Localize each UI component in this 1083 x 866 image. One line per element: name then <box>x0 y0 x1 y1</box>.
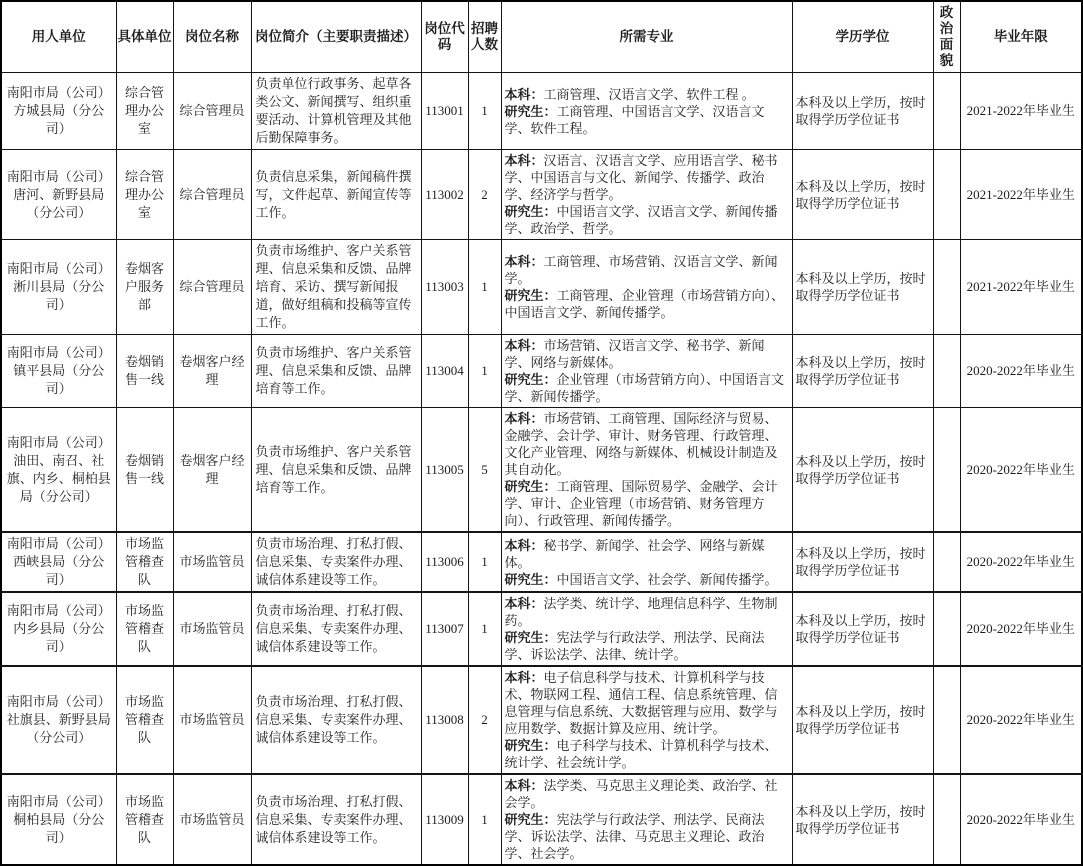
code-cell: 113005 <box>421 408 468 533</box>
employer-cell: 南阳市局（公司）桐柏县局（分公司） <box>1 774 116 865</box>
majors-pg-label: 研究生： <box>504 812 557 827</box>
graduation-cell: 2020-2022年毕业生 <box>960 335 1082 408</box>
majors-cell <box>501 240 792 335</box>
position-cell: 综合管理员 <box>173 240 251 335</box>
table-row <box>1 592 1082 666</box>
table-row <box>1 73 1082 150</box>
political-cell <box>933 335 960 408</box>
majors-pg-text: 工商管理、企业管理（市场营销方向）、中国语言文学、新闻传播学。 <box>504 288 785 320</box>
duties-cell: 负责市场维护、客户关系管理、信息采集和反馈、品牌培育等工作。 <box>251 335 421 408</box>
code-cell: 113003 <box>421 240 468 335</box>
position-cell: 市场监管员 <box>173 592 251 666</box>
unit-cell: 综合管理办公室 <box>116 73 173 150</box>
position-cell: 市场监管员 <box>173 774 251 865</box>
majors-pg-label: 研究生： <box>504 103 557 119</box>
headcount-cell: 1 <box>468 73 501 150</box>
majors-pg-label: 研究生： <box>504 372 557 387</box>
duties-cell: 负责单位行政事务、起草各类公文、新闻撰写、组织重要活动、计算机管理及其他后勤保障事务。 <box>251 73 421 150</box>
majors-ug-label: 本科： <box>504 338 544 353</box>
political-cell <box>933 150 960 240</box>
position-cell: 综合管理员 <box>173 73 251 150</box>
col-header-headcount: 招聘人数 <box>468 1 501 73</box>
majors-cell <box>501 774 792 865</box>
graduation-cell: 2020-2022年毕业生 <box>960 592 1082 666</box>
majors-ug-text: 法学类、马克思主义理论类、政治学、社会学。 <box>504 778 778 810</box>
degree-cell: 本科及以上学历，按时取得学历学位证书 <box>792 408 933 533</box>
majors-pg-label: 研究生： <box>504 630 557 645</box>
majors-pg-label: 研究生： <box>504 479 557 494</box>
unit-cell: 市场监管稽查队 <box>116 532 173 592</box>
political-cell <box>933 666 960 774</box>
degree-cell: 本科及以上学历，按时取得学历学位证书 <box>792 592 933 666</box>
degree-cell: 本科及以上学历，按时取得学历学位证书 <box>792 150 933 240</box>
header-row <box>1 1 1082 73</box>
col-header-position: 岗位名称 <box>173 1 251 73</box>
code-cell: 113007 <box>421 592 468 666</box>
graduation-cell: 2020-2022年毕业生 <box>960 666 1082 774</box>
majors-pg-text: 宪法学与行政法学、刑法学、民商法学、诉讼法学、法律、马克思主义理论、政治学、社会学。 <box>504 812 765 861</box>
headcount-cell: 2 <box>468 666 501 774</box>
col-header-graduation: 毕业年限 <box>960 1 1082 73</box>
unit-cell: 卷烟销售一线 <box>116 335 173 408</box>
unit-cell: 卷烟客户服务部 <box>116 240 173 335</box>
code-cell: 113006 <box>421 532 468 592</box>
majors-cell <box>501 408 792 533</box>
degree-cell: 本科及以上学历，按时取得学历学位证书 <box>792 532 933 592</box>
table-row <box>1 240 1082 335</box>
political-cell <box>933 240 960 335</box>
position-cell: 市场监管员 <box>173 666 251 774</box>
majors-pg-label: 研究生： <box>504 571 557 587</box>
majors-ug-text: 市场营销、工商管理、国际经济与贸易、金融学、会计学、审计、财务管理、行政管理、文化产业管理、网络与新媒体、机械设计制造及其自动化。 <box>504 411 778 477</box>
table-row <box>1 666 1082 774</box>
col-header-majors: 所需专业 <box>501 1 792 73</box>
unit-cell: 卷烟销售一线 <box>116 408 173 533</box>
majors-cell <box>501 73 792 150</box>
col-header-duties: 岗位简介（主要职责描述） <box>251 1 421 73</box>
col-header-political: 政治面貌 <box>933 1 960 73</box>
table-row <box>1 335 1082 408</box>
unit-cell: 市场监管稽查队 <box>116 666 173 774</box>
duties-cell: 负责市场治理、打私打假、信息采集、专卖案件办理、诚信体系建设等工作。 <box>251 666 421 774</box>
majors-ug-label: 本科： <box>504 596 544 611</box>
headcount-cell: 1 <box>468 532 501 592</box>
employer-cell: 南阳市局（公司）油田、南召、社旗、内乡、桐柏县局（分公司） <box>1 408 116 533</box>
degree-cell: 本科及以上学历，按时取得学历学位证书 <box>792 774 933 865</box>
majors-ug-text: 工商管理、汉语言文学、软件工程 。 <box>543 86 755 102</box>
political-cell <box>933 408 960 533</box>
degree-cell: 本科及以上学历，按时取得学历学位证书 <box>792 335 933 408</box>
employer-cell: 南阳市局（公司）镇平县局（分公司） <box>1 335 116 408</box>
majors-cell <box>501 335 792 408</box>
table-row <box>1 150 1082 240</box>
graduation-cell: 2020-2022年毕业生 <box>960 532 1082 592</box>
duties-cell: 负责市场维护、客户关系管理、信息采集和反馈、品牌培育等工作。 <box>251 408 421 533</box>
majors-pg-label: 研究生： <box>504 204 557 219</box>
majors-ug-label: 本科： <box>504 670 544 685</box>
headcount-cell: 2 <box>468 150 501 240</box>
duties-cell: 负责市场治理、打私打假、信息采集、专卖案件办理、诚信体系建设等工作。 <box>251 774 421 865</box>
majors-ug-label: 本科： <box>504 86 544 102</box>
position-cell: 综合管理员 <box>173 150 251 240</box>
majors-ug-label: 本科： <box>504 537 544 553</box>
degree-cell: 本科及以上学历，按时取得学历学位证书 <box>792 666 933 774</box>
majors-pg-text: 企业管理（市场营销方向）、中国语言文学、新闻传播学。 <box>504 372 785 404</box>
political-cell <box>933 532 960 592</box>
majors-pg-text: 工商管理、国际贸易学、金融学、会计学、审计、企业管理（市场营销、财务管理方向）、行政管理、新闻传播学。 <box>504 479 778 528</box>
degree-cell: 本科及以上学历，按时取得学历学位证书 <box>792 240 933 335</box>
headcount-cell: 1 <box>468 592 501 666</box>
col-header-degree: 学历学位 <box>792 1 933 73</box>
graduation-cell: 2021-2022年毕业生 <box>960 150 1082 240</box>
table-row <box>1 774 1082 865</box>
unit-cell: 市场监管稽查队 <box>116 774 173 865</box>
graduation-cell: 2021-2022年毕业生 <box>960 73 1082 150</box>
majors-cell <box>501 592 792 666</box>
majors-ug-label: 本科： <box>504 254 544 269</box>
majors-ug-text: 工商管理、市场营销、汉语言文学、新闻学。 <box>504 254 778 286</box>
graduation-cell: 2021-2022年毕业生 <box>960 240 1082 335</box>
position-cell: 市场监管员 <box>173 532 251 592</box>
political-cell <box>933 592 960 666</box>
headcount-cell: 1 <box>468 335 501 408</box>
majors-pg-text: 电子科学与技术、计算机科学与技术、统计学、社会统计学。 <box>504 738 778 770</box>
code-cell: 113002 <box>421 150 468 240</box>
headcount-cell: 1 <box>468 774 501 865</box>
duties-cell: 负责市场治理、打私打假、信息采集、专卖案件办理、诚信体系建设等工作。 <box>251 532 421 592</box>
majors-pg-label: 研究生： <box>504 288 557 303</box>
unit-cell: 市场监管稽查队 <box>116 592 173 666</box>
majors-pg-text: 宪法学与行政法学、刑法学、民商法学、诉讼法学、法律、统计学。 <box>504 630 765 662</box>
majors-ug-text: 电子信息科学与技术、计算机科学与技术、物联网工程、通信工程、信息系统管理、信息管理与信息系统、大数据管理与应用、数学与应用数学、数据计算及应用、统计学。 <box>504 670 778 736</box>
col-header-code: 岗位代码 <box>421 1 468 73</box>
position-cell: 卷烟客户经理 <box>173 408 251 533</box>
graduation-cell: 2020-2022年毕业生 <box>960 408 1082 533</box>
table-row <box>1 532 1082 592</box>
majors-cell <box>501 532 792 592</box>
code-cell: 113001 <box>421 73 468 150</box>
majors-pg-text: 中国语言文学、社会学、新闻传播学。 <box>556 571 778 587</box>
col-header-unit: 具体单位 <box>116 1 173 73</box>
majors-ug-label: 本科： <box>504 411 544 426</box>
majors-cell <box>501 666 792 774</box>
degree-cell: 本科及以上学历，按时取得学历学位证书 <box>792 73 933 150</box>
position-cell: 卷烟客户经理 <box>173 335 251 408</box>
majors-ug-text: 秘书学、新闻学、社会学、网络与新媒体。 <box>504 537 765 570</box>
employer-cell: 南阳市局（公司）西峡县局（分公司） <box>1 532 116 592</box>
code-cell: 113009 <box>421 774 468 865</box>
majors-ug-label: 本科： <box>504 778 544 793</box>
code-cell: 113004 <box>421 335 468 408</box>
political-cell <box>933 774 960 865</box>
code-cell: 113008 <box>421 666 468 774</box>
majors-ug-text: 法学类、统计学、地理信息科学、生物制药。 <box>504 596 778 628</box>
majors-cell <box>501 150 792 240</box>
employer-cell: 南阳市局（公司）社旗县、新野县局（分公司） <box>1 666 116 774</box>
col-header-employer: 用人单位 <box>1 1 116 73</box>
majors-pg-label: 研究生： <box>504 738 557 753</box>
majors-pg-text: 工商管理、中国语言文学、汉语言文学、软件工程。 <box>504 103 765 136</box>
employer-cell: 南阳市局（公司）方城县局（分公司） <box>1 73 116 150</box>
headcount-cell: 1 <box>468 240 501 335</box>
table-row <box>1 408 1082 533</box>
employer-cell: 南阳市局（公司）内乡县局（分公司） <box>1 592 116 666</box>
duties-cell: 负责信息采集，新闻稿件撰写，文件起草、新闻宣传等工作。 <box>251 150 421 240</box>
headcount-cell: 5 <box>468 408 501 533</box>
employer-cell: 南阳市局（公司）淅川县局（分公司） <box>1 240 116 335</box>
majors-ug-text: 汉语言、汉语言文学、应用语言学、秘书学、中国语言与文化、新闻学、传播学、政治学、经济学与哲学。 <box>504 153 778 202</box>
graduation-cell: 2020-2022年毕业生 <box>960 774 1082 865</box>
majors-ug-label: 本科： <box>504 153 544 168</box>
employer-cell: 南阳市局（公司）唐河、新野县局（分公司） <box>1 150 116 240</box>
unit-cell: 综合管理办公室 <box>116 150 173 240</box>
political-cell <box>933 73 960 150</box>
duties-cell: 负责市场维护、客户关系管理、信息采集和反馈、品牌培育、采访、撰写新闻报道，做好组稿和投稿等宣传工作。 <box>251 240 421 335</box>
majors-ug-text: 市场营销、汉语言文学、秘书学、新闻学、网络与新媒体。 <box>504 338 765 370</box>
majors-pg-text: 中国语言文学、汉语言文学、新闻传播学、政治学、哲学。 <box>504 204 778 236</box>
duties-cell: 负责市场治理、打私打假、信息采集、专卖案件办理、诚信体系建设等工作。 <box>251 592 421 666</box>
